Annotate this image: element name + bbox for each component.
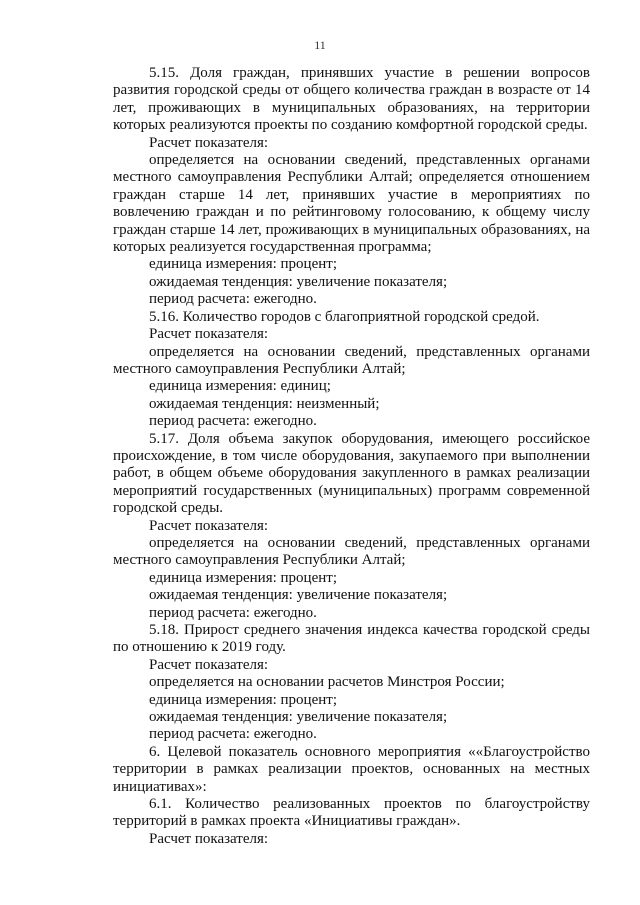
paragraph: определяется на основании сведений, представленных органами местного самоуправления Республики Алтай; — [113, 534, 590, 569]
paragraph: ожидаемая тенденция: увеличение показателя; — [149, 587, 448, 604]
paragraph: период расчета: ежегодно. — [149, 604, 317, 621]
paragraph: 5.16. Количество городов с благоприятной городской средой. — [149, 308, 540, 325]
paragraph: Расчет показателя: — [149, 134, 269, 151]
paragraph: единица измерения: процент; — [149, 256, 337, 273]
paragraph: 5.15. Доля граждан, принявших участие в решении вопросов развития городской среды от общего количества граждан в возрасте от 14 лет, проживающих в муниципальных образованиях, на территории которых реализуются проекты по созданию комфортной городской среды. — [113, 65, 590, 134]
paragraph: Расчет показателя: — [149, 517, 269, 534]
paragraph: Расчет показателя: — [149, 830, 269, 847]
paragraph: определяется на основании расчетов Минстроя России; — [149, 674, 505, 691]
paragraph: период расчета: ежегодно. — [149, 413, 317, 430]
paragraph: ожидаемая тенденция: неизменный; — [149, 395, 380, 412]
paragraph: единица измерения: процент; — [149, 691, 337, 708]
paragraph: 5.18. Прирост среднего значения индекса качества городской среды по отношению к 2019 году. — [113, 622, 590, 656]
paragraph: единица измерения: процент; — [149, 569, 337, 586]
document-body — [113, 65, 590, 848]
paragraph: определяется на основании сведений, представленных органами местного самоуправления Республики Алтай; определяется отношением граждан старше 14 лет, принявших участие в мероприятиях по вовлечению граждан и по рейтинговому голосованию, к общему числу граждан старше 14 лет, проживающих в муниципальных образованиях, на которых реализуется государственная программа; — [113, 152, 590, 256]
paragraph: период расчета: ежегодно. — [149, 726, 317, 743]
paragraph: определяется на основании сведений, представленных органами местного самоуправления Республики Алтай; — [113, 343, 590, 377]
paragraph: 6.1. Количество реализованных проектов по благоустройству территорий в рамках проекта «Инициативы граждан». — [113, 796, 590, 830]
page-number: 11 — [314, 38, 326, 52]
paragraph: 6. Целевой показатель основного мероприятия ««Благоустройство территории в рамках реализации проектов, основанных на местных инициативах»: — [113, 743, 590, 795]
paragraph: Расчет показателя: — [149, 326, 269, 343]
paragraph: ожидаемая тенденция: увеличение показателя; — [149, 273, 448, 290]
paragraph: единица измерения: единиц; — [149, 378, 331, 395]
paragraph: 5.17. Доля объема закупок оборудования, имеющего российское происхождение, в том числе оборудования, закупаемого при выполнении работ, в общем объеме оборудования закупленного в рамках реализации мероприятий государственных (муниципальных) программ современной городской среды. — [113, 430, 590, 517]
paragraph: период расчета: ежегодно. — [149, 291, 317, 308]
paragraph: ожидаемая тенденция: увеличение показателя; — [149, 709, 448, 726]
paragraph: Расчет показателя: — [149, 656, 269, 673]
